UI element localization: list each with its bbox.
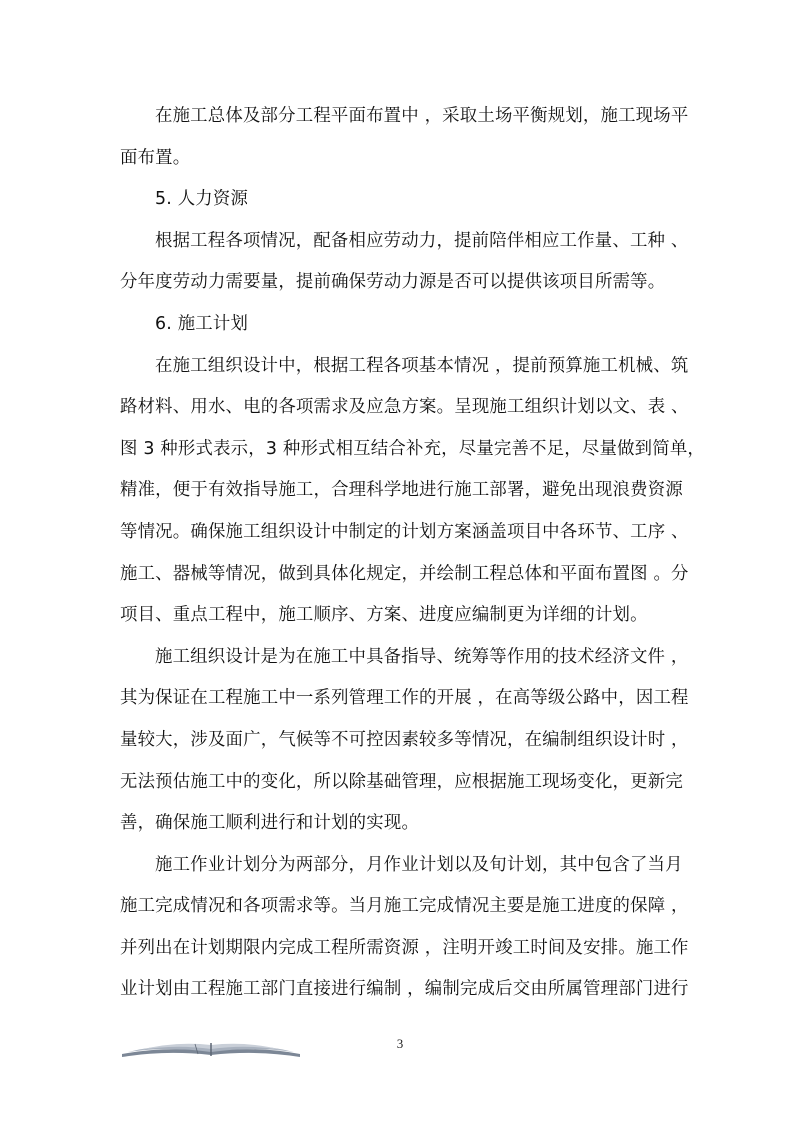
text-line: 在施工组织设计中，根据工程各项基本情况 ，提前预算施工机械、筑 xyxy=(155,355,689,376)
text-line: 善，确保施工顺利进行和计划的实现。 xyxy=(120,813,420,834)
text-line: 施工组织设计是为在施工中具备指导、统筹等作用的技术经济文件 ， xyxy=(155,646,689,667)
text-line: 无法预估施工中的变化，所以除基础管理，应根据施工现场变化，更新完 xyxy=(120,771,683,792)
text-line: 根据工程各项情况，配备相应劳动力，提前陪伴相应工作量、工种 、 xyxy=(155,230,689,251)
text-line: 施工完成情况和各项需求等。当月施工完成情况主要是施工进度的保障 ， xyxy=(120,896,689,917)
page-number: 3 xyxy=(396,1036,404,1051)
text-line: 其为保证在工程施工中一系列管理工作的开展 ，在高等级公路中，因工程 xyxy=(120,688,689,709)
text-line: 精准，便于有效指导施工，合理科学地进行施工部署，避免出现浪费资源 xyxy=(120,480,683,501)
document-body xyxy=(120,96,706,1011)
open-book-icon xyxy=(120,1036,302,1060)
text-line: 图 3 种形式表示，3 种形式相互结合补充，尽量完善不足，尽量做到简单， xyxy=(120,438,706,459)
text-line: 量较大，涉及面广，气候等不可控因素较多等情况，在编制组织设计时 ， xyxy=(120,729,689,750)
text-line: 在施工总体及部分工程平面布置中 ，采取土场平衡规划，施工现场平 xyxy=(155,106,689,126)
text-line: 施工作业计划分为两部分，月作业计划以及旬计划，其中包含了当月 xyxy=(155,854,683,875)
text-line: 面布置。 xyxy=(120,147,191,168)
section-heading-human-resources: 5. 人力资源 xyxy=(155,189,249,210)
text-line: 项目、重点工程中，施工顺序、方案、进度应编制更为详细的计划。 xyxy=(120,605,648,626)
text-line: 路材料、用水、电的各项需求及应急方案。呈现施工组织计划以文、表 、 xyxy=(120,397,689,418)
text-line: 分年度劳动力需要量，提前确保劳动力源是否可以提供该项目所需等。 xyxy=(120,272,666,293)
text-line: 施工、器械等情况，做到具体化规定，并绘制工程总体和平面布置图 。分 xyxy=(120,563,689,584)
text-line: 业计划由工程施工部门直接进行编制 ，编制完成后交由所属管理部门进行 xyxy=(120,979,689,1000)
text-line: 等情况。确保施工组织设计中制定的计划方案涵盖项目中各环节、工序 、 xyxy=(120,521,689,542)
text-line: 并列出在计划期限内完成工程所需资源 ，注明开竣工时间及安排。施工作 xyxy=(120,937,689,958)
section-heading-construction-plan: 6. 施工计划 xyxy=(155,313,249,334)
